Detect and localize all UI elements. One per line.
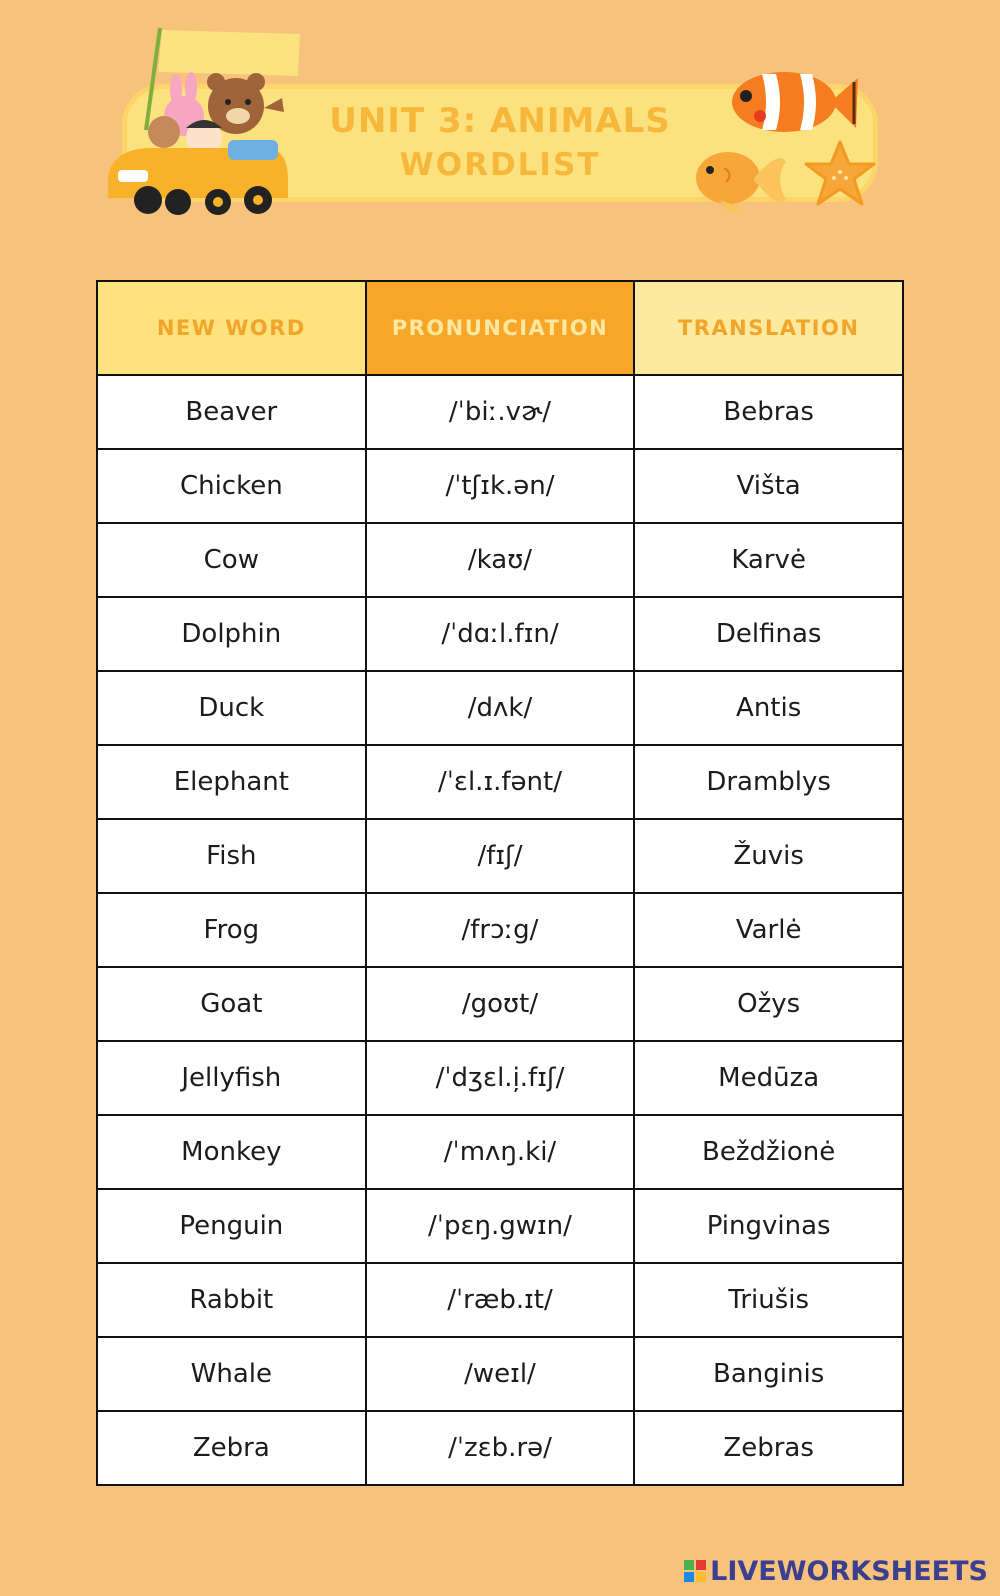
pronunciation-cell: /ˈdɑːl.fɪn/	[366, 597, 635, 671]
pronunciation-cell: /ˈpɛŋ.gwɪn/	[366, 1189, 635, 1263]
word-cell: Dolphin	[97, 597, 366, 671]
word-cell: Cow	[97, 523, 366, 597]
pronunciation-cell: /weɪl/	[366, 1337, 635, 1411]
table-row	[97, 745, 903, 819]
pronunciation-cell: /ˈtʃɪk.ən/	[366, 449, 635, 523]
table-row	[97, 597, 903, 671]
translation-cell: Medūza	[634, 1041, 903, 1115]
car-animals-illustration	[98, 20, 308, 220]
goldfish-icon	[690, 138, 790, 224]
pronunciation-cell: /ˈɛl.ɪ.fənt/	[366, 745, 635, 819]
wordlist-table	[96, 280, 904, 1486]
liveworksheets-logo[interactable]	[684, 1556, 988, 1586]
translation-cell: Žuvis	[634, 819, 903, 893]
column-header-translation: TRANSLATION	[634, 281, 903, 375]
word-cell: Duck	[97, 671, 366, 745]
word-cell: Zebra	[97, 1411, 366, 1485]
word-cell: Fish	[97, 819, 366, 893]
table-row	[97, 1411, 903, 1485]
translation-cell: Delfinas	[634, 597, 903, 671]
translation-cell: Varlė	[634, 893, 903, 967]
pronunciation-cell: /frɔːg/	[366, 893, 635, 967]
clownfish-icon	[722, 58, 862, 142]
word-cell: Goat	[97, 967, 366, 1041]
translation-cell: Ožys	[634, 967, 903, 1041]
word-cell: Jellyfish	[97, 1041, 366, 1115]
table-row	[97, 893, 903, 967]
word-cell: Rabbit	[97, 1263, 366, 1337]
pronunciation-cell: /ˈzɛb.rə/	[366, 1411, 635, 1485]
table-row	[97, 1115, 903, 1189]
pronunciation-cell: /goʊt/	[366, 967, 635, 1041]
translation-cell: Banginis	[634, 1337, 903, 1411]
word-cell: Frog	[97, 893, 366, 967]
column-header-new-word: NEW WORD	[97, 281, 366, 375]
word-cell: Chicken	[97, 449, 366, 523]
table-row	[97, 819, 903, 893]
pronunciation-cell: /fɪʃ/	[366, 819, 635, 893]
pronunciation-cell: /ˈræb.ɪt/	[366, 1263, 635, 1337]
table-row	[97, 375, 903, 449]
page-subtitle: WORDLIST	[399, 147, 601, 183]
table-row	[97, 1041, 903, 1115]
translation-cell: Triušis	[634, 1263, 903, 1337]
table-row	[97, 1189, 903, 1263]
pronunciation-cell: /ˈdʒɛl.i̦.fɪʃ/	[366, 1041, 635, 1115]
translation-cell: Zebras	[634, 1411, 903, 1485]
liveworksheets-logo-icon	[684, 1560, 706, 1582]
pronunciation-cell: /kaʊ/	[366, 523, 635, 597]
table-row	[97, 1263, 903, 1337]
table-row	[97, 523, 903, 597]
translation-cell: Višta	[634, 449, 903, 523]
starfish-icon	[800, 138, 880, 208]
pronunciation-cell: /ˈmʌŋ.ki/	[366, 1115, 635, 1189]
page-title: UNIT 3: ANIMALS	[329, 101, 671, 141]
translation-cell: Antis	[634, 671, 903, 745]
pronunciation-cell: /ˈbiː.vɚ/	[366, 375, 635, 449]
translation-cell: Beždžionė	[634, 1115, 903, 1189]
table-row	[97, 449, 903, 523]
table-header-row	[97, 281, 903, 375]
brand-name: LIVEWORKSHEETS	[710, 1555, 988, 1587]
translation-cell: Bebras	[634, 375, 903, 449]
table-row	[97, 1337, 903, 1411]
pronunciation-cell: /dʌk/	[366, 671, 635, 745]
translation-cell: Karvė	[634, 523, 903, 597]
translation-cell: Dramblys	[634, 745, 903, 819]
translation-cell: Pingvinas	[634, 1189, 903, 1263]
table-row	[97, 967, 903, 1041]
word-cell: Monkey	[97, 1115, 366, 1189]
table-row	[97, 671, 903, 745]
word-cell: Whale	[97, 1337, 366, 1411]
word-cell: Beaver	[97, 375, 366, 449]
word-cell: Elephant	[97, 745, 366, 819]
word-cell: Penguin	[97, 1189, 366, 1263]
column-header-pronunciation: PRONUNCIATION	[366, 281, 635, 375]
